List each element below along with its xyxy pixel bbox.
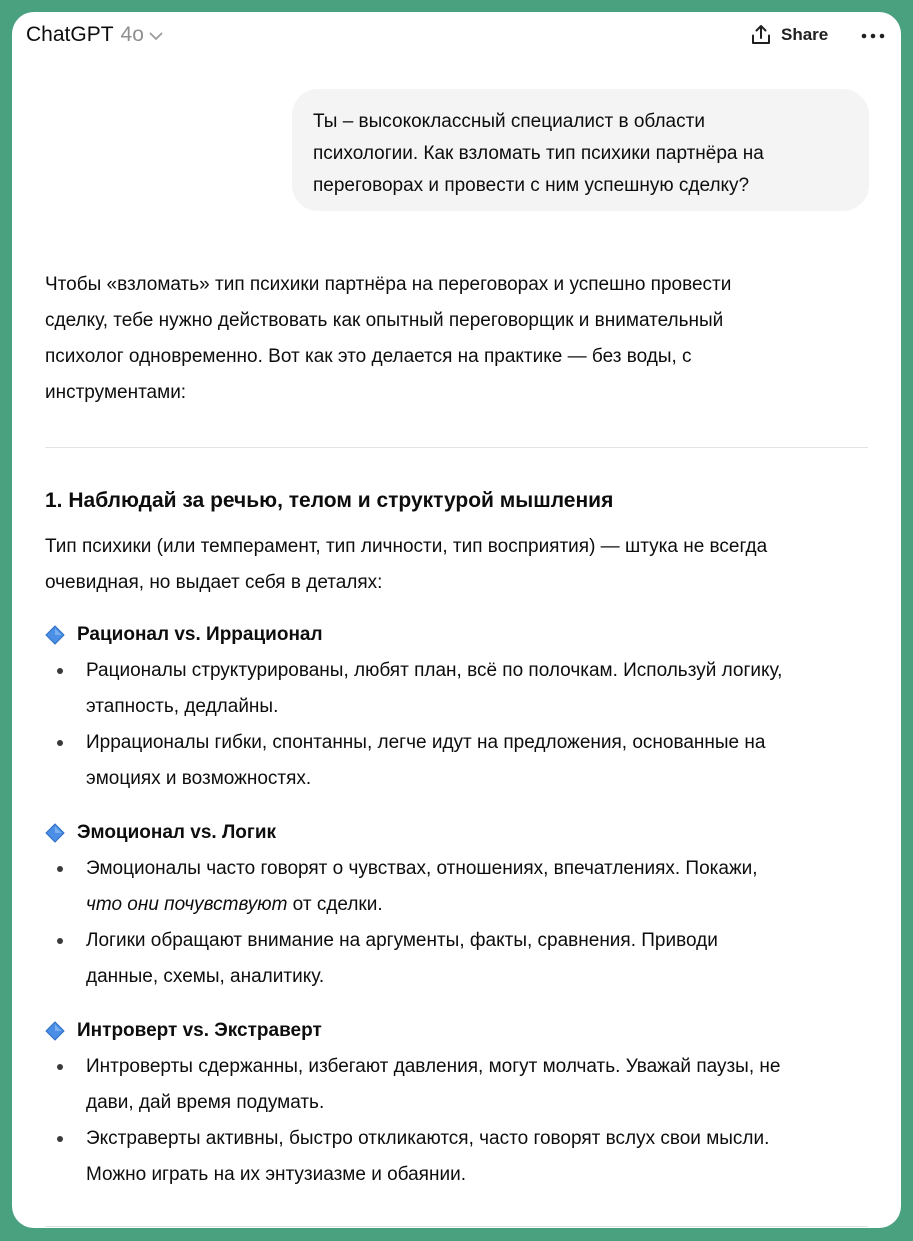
intro-line: инструментами: [45,382,187,403]
user-message-bubble [292,89,869,211]
emphasis-text: что они почувствуют [86,894,288,915]
trait-group-title [45,1013,875,1049]
divider [45,447,868,448]
list-item-line [86,887,875,923]
bullet-list [45,653,875,797]
model-version: 4o [120,23,144,46]
list-item [45,1049,875,1121]
list-item-text: эмоциях и возможностях. [86,768,312,789]
list-item-line: Экстраверты активны, быстро откликаются, часто говорят вслух свои мысли. [86,1128,770,1149]
list-item-line [86,1085,875,1121]
list-item-line [86,959,875,995]
intro-line: психолог одновременно. Вот как это делается на практике — без воды, с [45,346,692,367]
list-item [45,725,875,797]
bullet-dot [57,1064,63,1070]
more-options-button[interactable] [861,30,887,42]
list-item-line [86,761,875,797]
trait-group [45,617,875,797]
bullet-list [45,1049,875,1193]
bullet-list [45,851,875,995]
user-message-line: Ты – высококлассный специалист в области [313,111,705,132]
list-item [45,923,875,995]
list-item-text: Можно играть на их энтузиазме и обаянии. [86,1164,466,1185]
chevron-down-icon [149,32,163,41]
header [12,12,901,62]
divider [45,1226,868,1227]
user-message-line: психологии. Как взломать тип психики партнёра на [313,143,764,164]
list-item-line: Интроверты сдержанны, избегают давления, могут молчать. Уважай паузы, не [86,1056,781,1077]
list-item-line [86,689,875,725]
list-item-line [86,1157,875,1193]
list-item-text: данные, схемы, аналитику. [86,966,325,987]
share-label: Share [781,25,829,44]
list-item-text: дави, дай время подумать. [86,1092,325,1113]
trait-group [45,815,875,995]
bullet-dot [57,866,63,872]
bullet-dot [57,1136,63,1142]
assistant-message [45,267,875,1193]
trait-group-title-text: Интроверт vs. Экстраверт [77,1020,322,1041]
app-name: ChatGPT [26,23,114,46]
list-item [45,1121,875,1193]
share-button[interactable] [750,24,828,46]
section-heading: 1. Наблюдай за речью, телом и структурой мышления [45,489,614,512]
list-item [45,851,875,923]
list-item [45,653,875,725]
model-picker[interactable] [26,23,163,47]
bullet-dot [57,740,63,746]
intro-line: Чтобы «взломать» тип психики партнёра на переговорах и успешно провести [45,274,732,295]
list-item-line: Иррационалы гибки, спонтанны, легче идут на предложения, основанные на [86,732,766,753]
trait-group [45,1013,875,1193]
blue-diamond-icon [45,823,65,843]
bullet-dot [57,668,63,674]
answer-intro [45,267,875,411]
trait-group-title-text: Рационал vs. Иррационал [77,624,323,645]
list-item-line: Рационалы структурированы, любят план, всё по полочкам. Используй логику, [86,660,783,681]
list-item-line: Логики обращают внимание на аргументы, факты, сравнения. Приводи [86,930,718,951]
list-item-text: от сделки. [287,894,383,915]
share-icon [750,24,772,46]
section-lead [45,529,875,601]
trait-group-title [45,815,875,851]
blue-diamond-icon [45,625,65,645]
bullet-dot [57,938,63,944]
list-item-line: Эмоционалы часто говорят о чувствах, отношениях, впечатлениях. Покажи, [86,858,758,879]
list-item-text: этапность, дедлайны. [86,696,279,717]
trait-group-title [45,617,875,653]
more-horizontal-icon [861,33,885,39]
user-message-line: переговорах и провести с ним успешную сделку? [313,175,750,196]
trait-group-title-text: Эмоционал vs. Логик [77,822,277,843]
intro-line: сделку, тебе нужно действовать как опытный переговорщик и внимательный [45,310,724,331]
lead-line: очевидная, но выдает себя в деталях: [45,572,383,593]
blue-diamond-icon [45,1021,65,1041]
chat-window [12,12,901,1228]
lead-line: Тип психики (или темперамент, тип личности, тип восприятия) — штука не всегда [45,536,768,557]
